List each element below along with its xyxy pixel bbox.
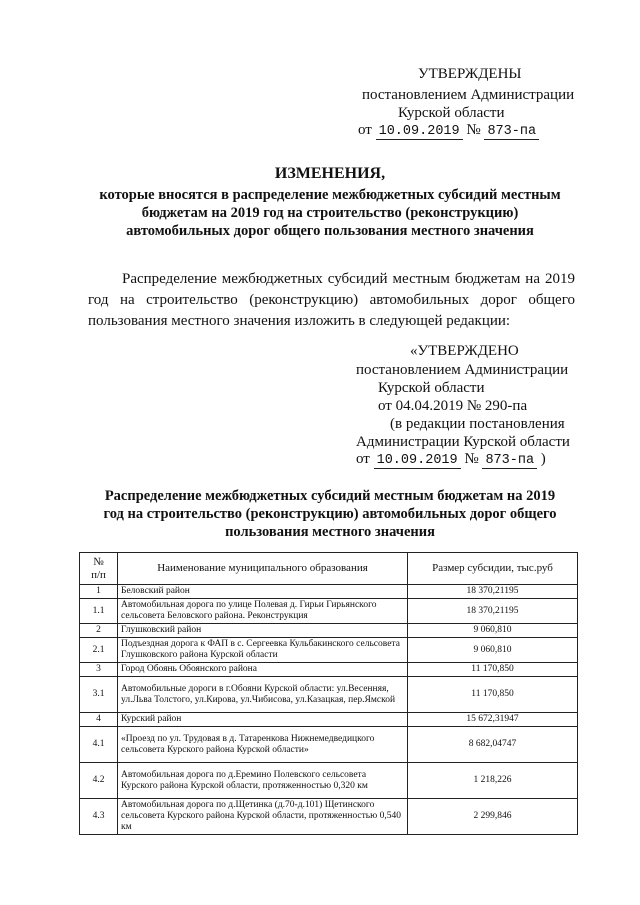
- approval-line: Администрации Курской области: [356, 434, 570, 450]
- row-num: 2.1: [80, 638, 118, 663]
- row-num: 4: [80, 713, 118, 727]
- decree-number: 873-па: [484, 124, 539, 140]
- row-num: 1.1: [80, 599, 118, 624]
- row-num: 1: [80, 585, 118, 599]
- row-name: Автомобильная дорога по д.Еремино Полевского сельсовета Курского района Курской области, протяженностью 0,320 км: [118, 763, 408, 799]
- header-num-line: п/п: [91, 568, 106, 581]
- row-name: Глушковский район: [118, 624, 408, 638]
- header-name: Наименование муниципального образования: [118, 553, 408, 585]
- table-header-row: [80, 553, 578, 585]
- row-num: 4.3: [80, 799, 118, 835]
- row-amount: 1 218,226: [408, 763, 578, 799]
- changes-subtitle-line: которые вносятся в распределение межбюджетных субсидий местным: [99, 187, 561, 203]
- approval-line: Курской области: [398, 105, 505, 121]
- approval-line: (в редакции постановления: [390, 416, 565, 432]
- row-amount: 11 170,850: [408, 663, 578, 677]
- row-amount: 15 672,31947: [408, 713, 578, 727]
- intro-paragraph: Распределение межбюджетных субсидий местным бюджетам на 2019 год на строительство (реконструкцию) автомобильных дорог общего пользования местного значения изложить в следующей редакции:: [88, 271, 575, 329]
- closing-paren: ): [540, 451, 546, 467]
- table-row: [80, 585, 578, 599]
- table-row: [80, 599, 578, 624]
- changes-subtitle-line: автомобильных дорог общего пользования местного значения: [126, 223, 534, 239]
- changes-subtitle-line: бюджетам на 2019 год на строительство (реконструкцию): [141, 205, 519, 221]
- row-num: 3: [80, 663, 118, 677]
- changes-title: ИЗМЕНЕНИЯ,: [274, 165, 386, 182]
- table-row: [80, 624, 578, 638]
- header-num-line: №: [93, 555, 104, 568]
- table-title-line: пользования местного значения: [225, 524, 435, 540]
- row-amount: 2 299,846: [408, 799, 578, 835]
- row-amount: 9 060,810: [408, 624, 578, 638]
- approval-date-line: [356, 450, 546, 470]
- row-amount: 9 060,810: [408, 638, 578, 663]
- row-name: Беловский район: [118, 585, 408, 599]
- table-row: [80, 727, 578, 763]
- header-amount: Размер субсидии, тыс.руб: [408, 553, 578, 585]
- approval-title: УТВЕРЖДЕНЫ: [418, 66, 522, 82]
- table-title-line: год на строительство (реконструкцию) автомобильных дорог общего: [103, 506, 557, 522]
- row-name: Автомобильная дорога по д.Щетинка (д.70-д.101) Щетинского сельсовета Курского района Курской области, протяженностью 0,540 км: [118, 799, 408, 835]
- row-amount: 11 170,850: [408, 677, 578, 713]
- number-label: №: [464, 451, 479, 467]
- row-num: 4.1: [80, 727, 118, 763]
- row-num: 4.2: [80, 763, 118, 799]
- row-num: 3.1: [80, 677, 118, 713]
- table-row: [80, 663, 578, 677]
- header-num: [80, 553, 118, 585]
- row-amount: 18 370,21195: [408, 599, 578, 624]
- table-row: [80, 713, 578, 727]
- row-name: Город Обоянь Обоянского района: [118, 663, 408, 677]
- row-name: Автомобильные дороги в г.Обояни Курской области: ул.Весенняя, ул.Льва Толстого, ул.Кирова, ул.Чибисова, ул.Казацкая, пер.Ямской: [118, 677, 408, 713]
- table-row: [80, 763, 578, 799]
- row-name: «Проезд по ул. Трудовая в д. Татаренкова Нижнемедведицкого сельсовета Курского района Курской области»: [118, 727, 408, 763]
- row-name: Курский район: [118, 713, 408, 727]
- approval-line: Курской области: [378, 380, 485, 396]
- table-row: [80, 677, 578, 713]
- subsidy-table: [79, 552, 578, 835]
- decree-date: 10.09.2019: [374, 453, 461, 469]
- table-title-line: Распределение межбюджетных субсидий местным бюджетам на 2019: [104, 488, 556, 504]
- table-row: [80, 799, 578, 835]
- approval-title: «УТВЕРЖДЕНО: [410, 343, 519, 359]
- row-amount: 8 682,04747: [408, 727, 578, 763]
- approval-line: от 04.04.2019 № 290-па: [378, 398, 528, 414]
- approval-line: постановлением Администрации: [362, 87, 575, 103]
- decree-date: 10.09.2019: [376, 124, 463, 140]
- row-num: 2: [80, 624, 118, 638]
- from-label: от: [358, 122, 372, 138]
- approval-line: постановлением Администрации: [356, 362, 569, 378]
- number-label: №: [466, 122, 481, 138]
- row-amount: 18 370,21195: [408, 585, 578, 599]
- table-row: [80, 638, 578, 663]
- row-name: Автомобильная дорога по улице Полевая д. Гирьи Гирьянского сельсовета Беловского района. Реконструкция: [118, 599, 408, 624]
- row-name: Подъездная дорога к ФАП в с. Сергеевка Кульбакинского сельсовета Глушковского района Курской области: [118, 638, 408, 663]
- from-label: от: [356, 451, 370, 467]
- decree-number: 873-па: [482, 453, 537, 469]
